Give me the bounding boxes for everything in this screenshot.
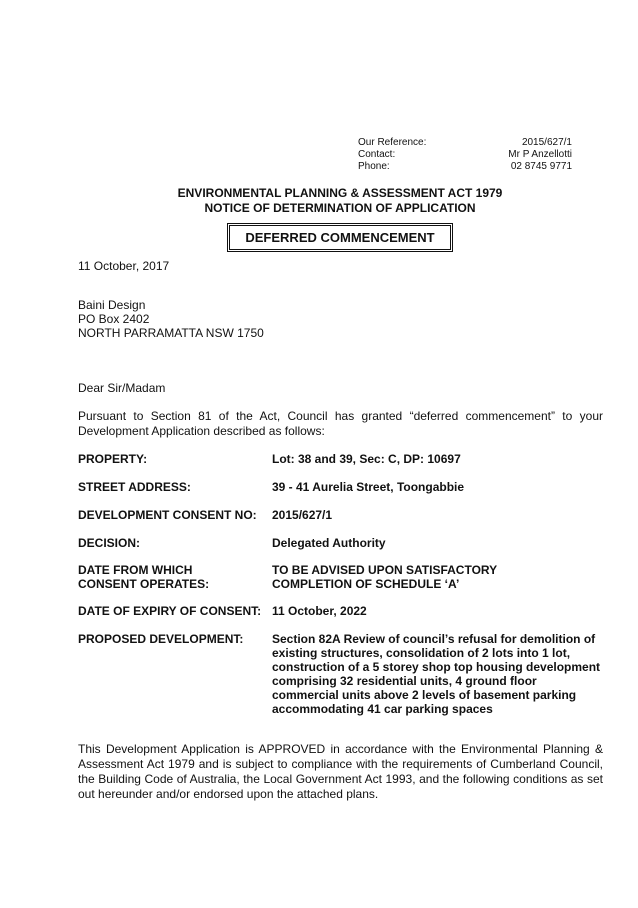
detail-label: DEVELOPMENT CONSENT NO: bbox=[78, 508, 257, 522]
detail-label: DATE OF EXPIRY OF CONSENT: bbox=[78, 604, 262, 618]
addressee-name: Baini Design bbox=[78, 298, 146, 312]
detail-label: PROPOSED DEVELOPMENT: bbox=[78, 632, 244, 646]
phone-value: 02 8745 9771 bbox=[510, 161, 572, 172]
detail-value: 39 - 41 Aurelia Street, Toongabbie bbox=[272, 480, 465, 494]
detail-value: Lot: 38 and 39, Sec: C, DP: 10697 bbox=[272, 452, 461, 466]
reference-row bbox=[358, 137, 572, 149]
detail-value: TO BE ADVISED UPON SATISFACTORY COMPLETION OF SCHEDULE ‘A’ bbox=[272, 563, 498, 591]
reference-block bbox=[358, 137, 572, 173]
addressee-po-box: PO Box 2402 bbox=[78, 312, 150, 326]
addressee-suburb: NORTH PARRAMATTA NSW 1750 bbox=[78, 326, 264, 340]
closing-paragraph: This Development Application is APPROVED in accordance with the Environmental Planning & Assessment Act 1979 and is subject to compliance with the requirements of Cumberland Council, the Building Code of Australia, the Local Government Act 1993, and the following conditions as set out hereunder and/or endorsed upon the attached plans. bbox=[78, 742, 603, 801]
contact-label: Contact: bbox=[358, 149, 396, 160]
contact-value: Mr P Anzellotti bbox=[508, 149, 572, 160]
salutation: Dear Sir/Madam bbox=[78, 381, 166, 395]
detail-value: Section 82A Review of council’s refusal for demolition of existing structures, consolidation of 2 lots into 1 lot, construction of a 5 storey shop top housing development comprising 32 residential units, 4 ground floor commercial units above 2 levels of basement parking accommodating 41 car parking spaces bbox=[272, 632, 601, 716]
heading-act: ENVIRONMENTAL PLANNING & ASSESSMENT ACT 1979 bbox=[177, 186, 503, 200]
letter-date: 11 October, 2017 bbox=[78, 259, 170, 273]
deferred-commencement-label: DEFERRED COMMENCEMENT bbox=[245, 230, 435, 245]
detail-label: STREET ADDRESS: bbox=[78, 480, 191, 494]
our-reference-value: 2015/627/1 bbox=[521, 137, 572, 148]
detail-label: PROPERTY: bbox=[78, 452, 148, 466]
phone-label: Phone: bbox=[358, 161, 390, 172]
addressee-block bbox=[78, 298, 264, 340]
heading-notice: NOTICE OF DETERMINATION OF APPLICATION bbox=[204, 201, 476, 215]
our-reference-label: Our Reference: bbox=[358, 137, 427, 148]
phone-row bbox=[358, 161, 572, 173]
detail-label: DATE FROM WHICH CONSENT OPERATES: bbox=[78, 563, 210, 591]
document-heading bbox=[90, 186, 590, 216]
detail-label: DECISION: bbox=[78, 536, 141, 550]
deferred-commencement-box bbox=[229, 225, 451, 250]
detail-value: Delegated Authority bbox=[272, 536, 386, 550]
detail-value: 11 October, 2022 bbox=[272, 604, 367, 618]
intro-paragraph: Pursuant to Section 81 of the Act, Council has granted “deferred commencement” to your Development Application described as follows: bbox=[78, 409, 603, 438]
contact-row bbox=[358, 149, 572, 161]
detail-value: 2015/627/1 bbox=[272, 508, 333, 522]
